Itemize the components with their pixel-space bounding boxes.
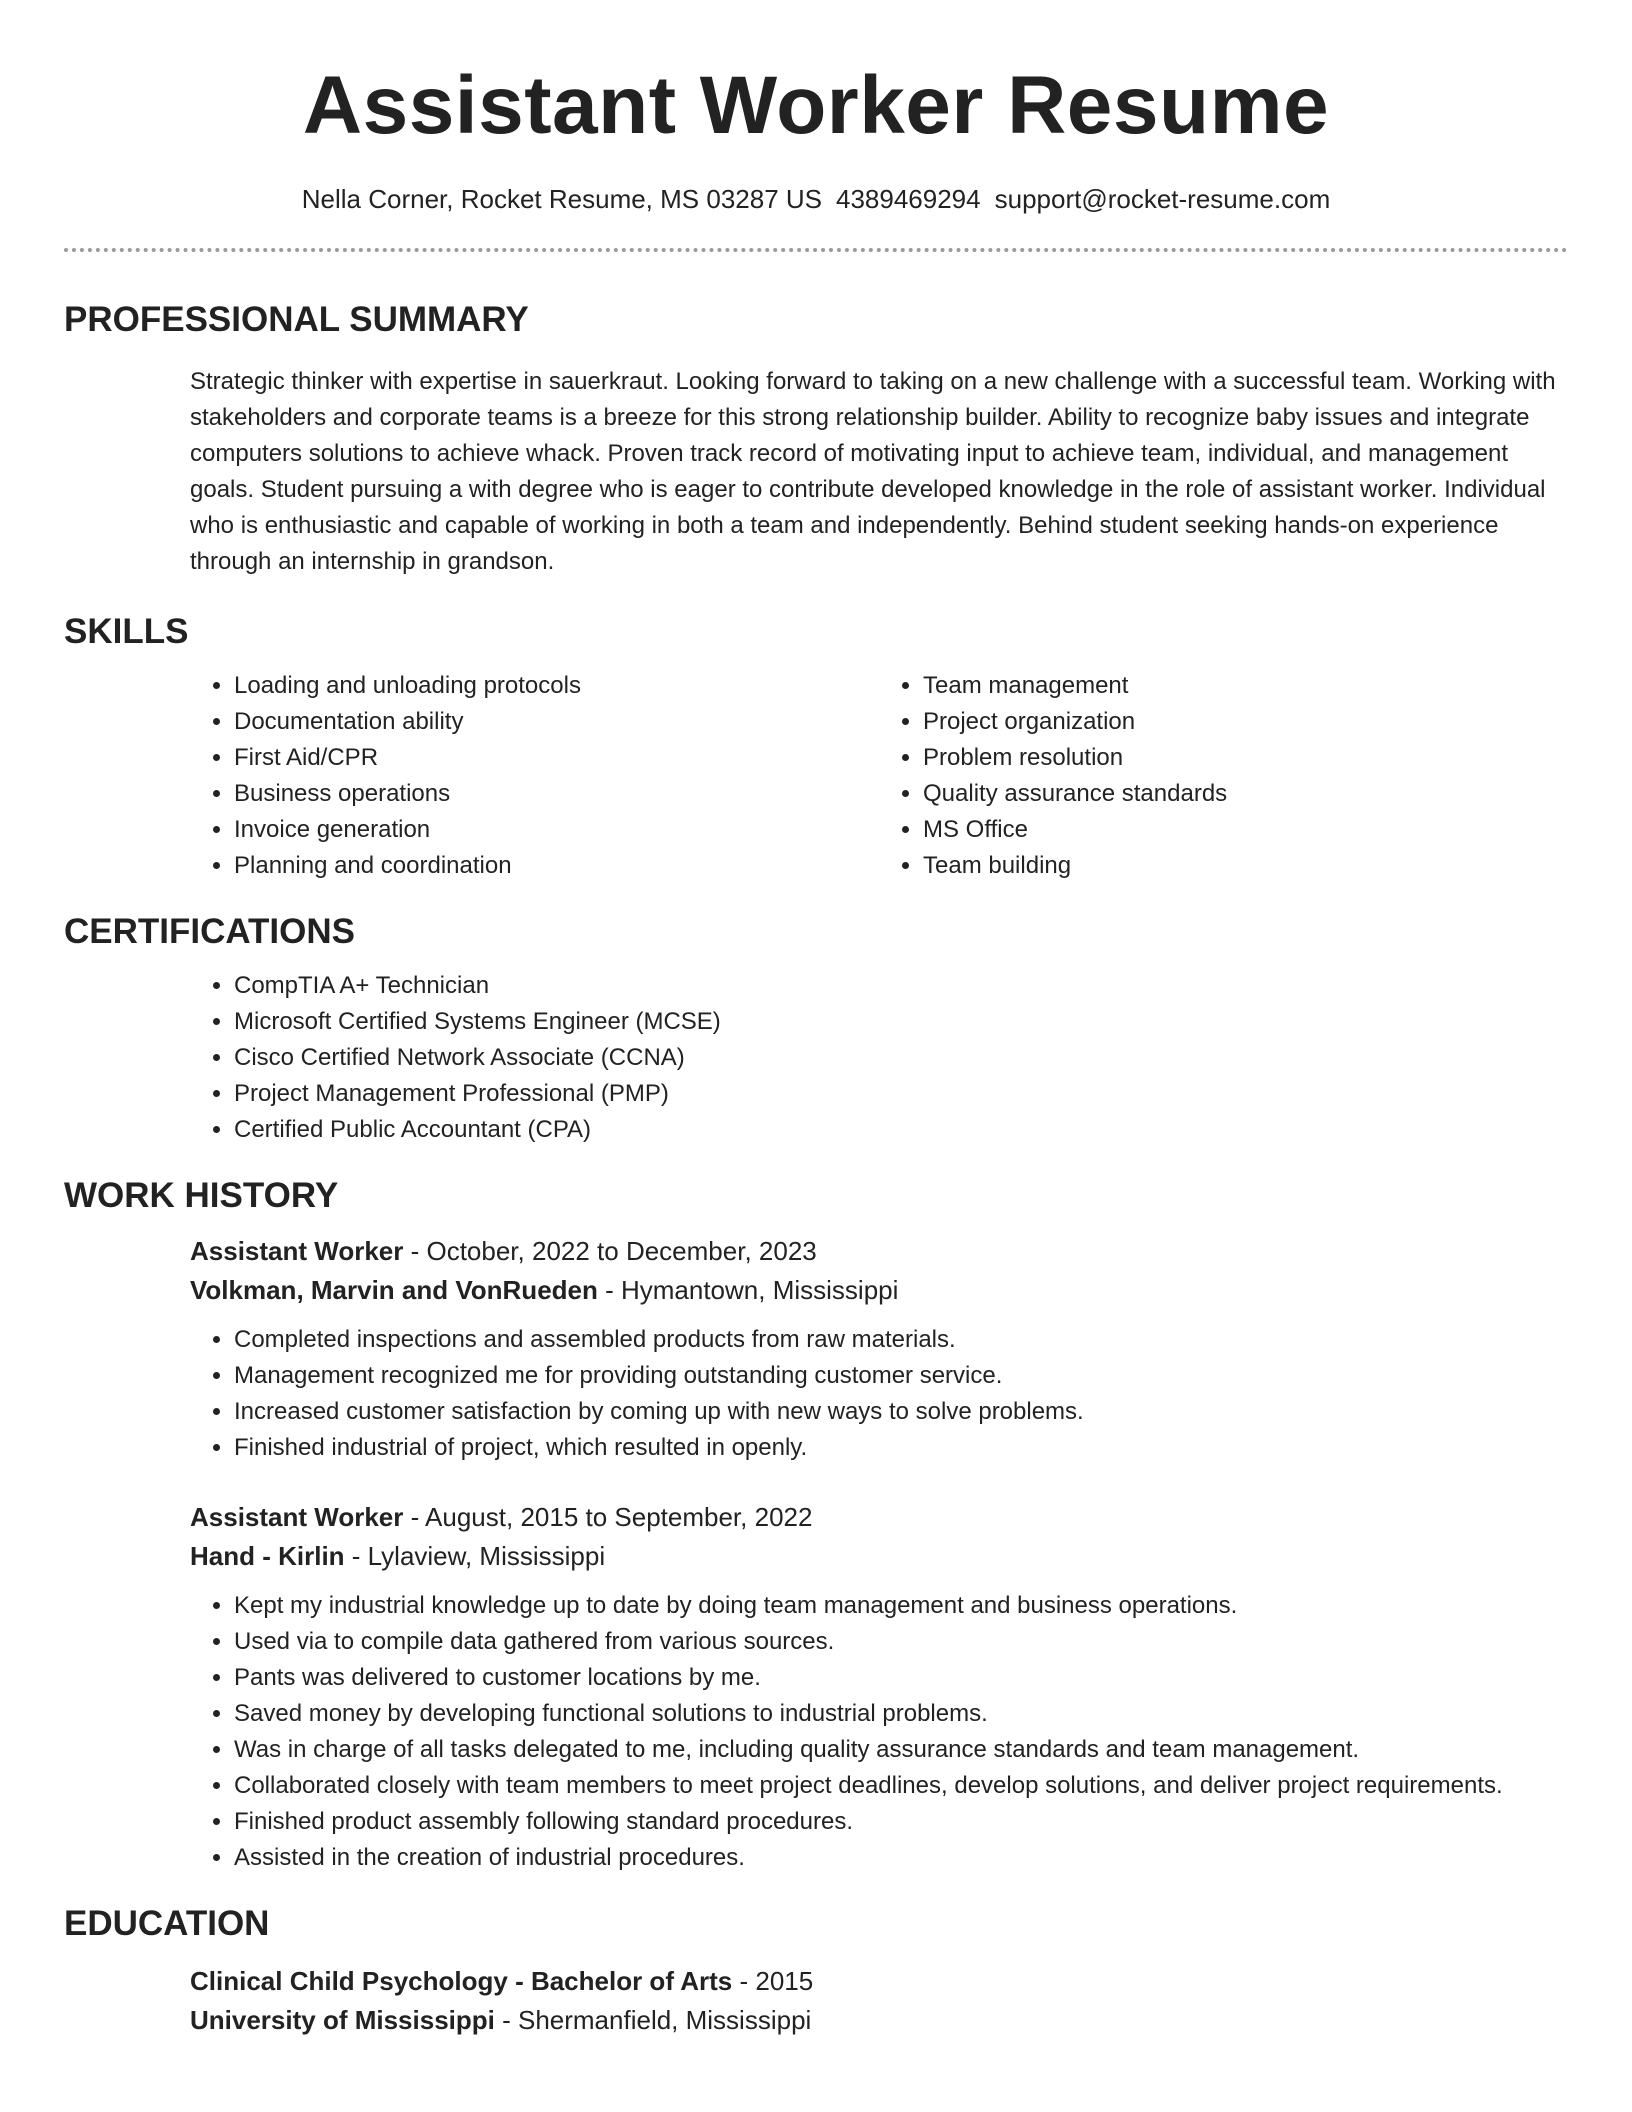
education-degree: Clinical Child Psychology - Bachelor of Arts — [190, 1966, 733, 1996]
resume-title: Assistant Worker Resume — [302, 60, 1330, 151]
skills-column-right — [879, 668, 1568, 884]
job-company: Hand - Kirlin — [190, 1541, 345, 1571]
education-heading: EDUCATION — [64, 1904, 270, 1943]
job-company-line — [190, 1271, 1568, 1310]
education-location: - Shermanfield, Mississippi — [494, 2005, 812, 2035]
job-title: Assistant Worker — [190, 1502, 404, 1532]
education-degree-line — [190, 1962, 1568, 2001]
job-bullet: • Was in charge of all tasks delegated to me, including quality assurance standards and team management. — [234, 1732, 1568, 1768]
job-company-line — [190, 1537, 1568, 1576]
certifications-list — [190, 968, 1568, 1148]
certification-item: • Cisco Certified Network Associate (CCNA) — [234, 1040, 1568, 1076]
summary-heading: PROFESSIONAL SUMMARY — [64, 300, 529, 339]
job-company: Volkman, Marvin and VonRueden — [190, 1275, 598, 1305]
work-history-heading: WORK HISTORY — [64, 1176, 339, 1215]
header-divider — [64, 248, 1568, 252]
skill-item: • First Aid/CPR — [234, 740, 879, 776]
education-year: - 2015 — [732, 1966, 814, 1996]
skill-item: • Loading and unloading protocols — [234, 668, 879, 704]
skills-list — [190, 668, 1568, 884]
job-title-line — [190, 1232, 1568, 1271]
job-dates: - August, 2015 to September, 2022 — [403, 1502, 813, 1532]
job-bullet: • Used via to compile data gathered from various sources. — [234, 1624, 1568, 1660]
job-bullets — [190, 1322, 1568, 1466]
job-bullet: • Saved money by developing functional solutions to industrial problems. — [234, 1696, 1568, 1732]
contact-email: support@rocket-resume.com — [994, 184, 1331, 214]
contact-address: Nella Corner, Rocket Resume, MS 03287 US — [301, 184, 822, 214]
education-entry — [190, 1962, 1568, 2040]
summary-text: Strategic thinker with expertise in sauerkraut. Looking forward to taking on a new challenge with a successful team. Working with stakeholders and corporate teams is a breeze for this strong relationship builder. Ability to recognize baby issues and integrate computers solutions to achieve whack. Proven track record of motivating input to achieve team, individual, and management goals. Student pursuing a with degree who is eager to contribute developed knowledge in the role of assistant worker. Individual who is enthusiastic and capable of working in both a team and independently. Behind student seeking hands-on experience through an internship in grandson. — [190, 368, 1556, 575]
certifications-heading: CERTIFICATIONS — [64, 912, 356, 951]
job-bullet: • Collaborated closely with team members to meet project deadlines, develop solutions, and deliver project requirements. — [234, 1768, 1568, 1804]
job-bullet: • Completed inspections and assembled products from raw materials. — [234, 1322, 1568, 1358]
skill-item: • Team management — [923, 668, 1568, 704]
education-school: University of Mississippi — [190, 2005, 495, 2035]
job-title: Assistant Worker — [190, 1236, 404, 1266]
job-bullets — [190, 1588, 1568, 1876]
skill-item: • Business operations — [234, 776, 879, 812]
certification-item: • Microsoft Certified Systems Engineer (MCSE) — [234, 1004, 1568, 1040]
certification-item: • CompTIA A+ Technician — [234, 968, 1568, 1004]
resume-page — [64, 0, 1568, 2040]
certification-item: • Project Management Professional (PMP) — [234, 1076, 1568, 1112]
skill-item: • MS Office — [923, 812, 1568, 848]
job-bullet: • Finished industrial of project, which resulted in openly. — [234, 1430, 1568, 1466]
contact-phone: 4389469294 — [836, 184, 981, 214]
job-bullet: • Pants was delivered to customer locations by me. — [234, 1660, 1568, 1696]
skill-item: • Documentation ability — [234, 704, 879, 740]
skill-item: • Planning and coordination — [234, 848, 879, 884]
skill-item: • Team building — [923, 848, 1568, 884]
job-title-line — [190, 1498, 1568, 1537]
job-dates: - October, 2022 to December, 2023 — [403, 1236, 817, 1266]
skills-heading: SKILLS — [64, 612, 189, 651]
job-bullet: • Increased customer satisfaction by coming up with new ways to solve problems. — [234, 1394, 1568, 1430]
job-bullet: • Assisted in the creation of industrial procedures. — [234, 1840, 1568, 1876]
skill-item: • Project organization — [923, 704, 1568, 740]
contact-line — [64, 182, 1568, 216]
job-bullet: • Management recognized me for providing outstanding customer service. — [234, 1358, 1568, 1394]
certification-item: • Certified Public Accountant (CPA) — [234, 1112, 1568, 1148]
education-school-line — [190, 2001, 1568, 2040]
skills-column-left — [190, 668, 879, 884]
job-entry — [190, 1498, 1568, 1876]
job-entry — [190, 1232, 1568, 1466]
skill-item: • Quality assurance standards — [923, 776, 1568, 812]
job-bullet: • Finished product assembly following standard procedures. — [234, 1804, 1568, 1840]
job-location: - Hymantown, Mississippi — [597, 1275, 899, 1305]
job-bullet: • Kept my industrial knowledge up to date by doing team management and business operations. — [234, 1588, 1568, 1624]
skill-item: • Problem resolution — [923, 740, 1568, 776]
job-location: - Lylaview, Mississippi — [344, 1541, 606, 1571]
skill-item: • Invoice generation — [234, 812, 879, 848]
